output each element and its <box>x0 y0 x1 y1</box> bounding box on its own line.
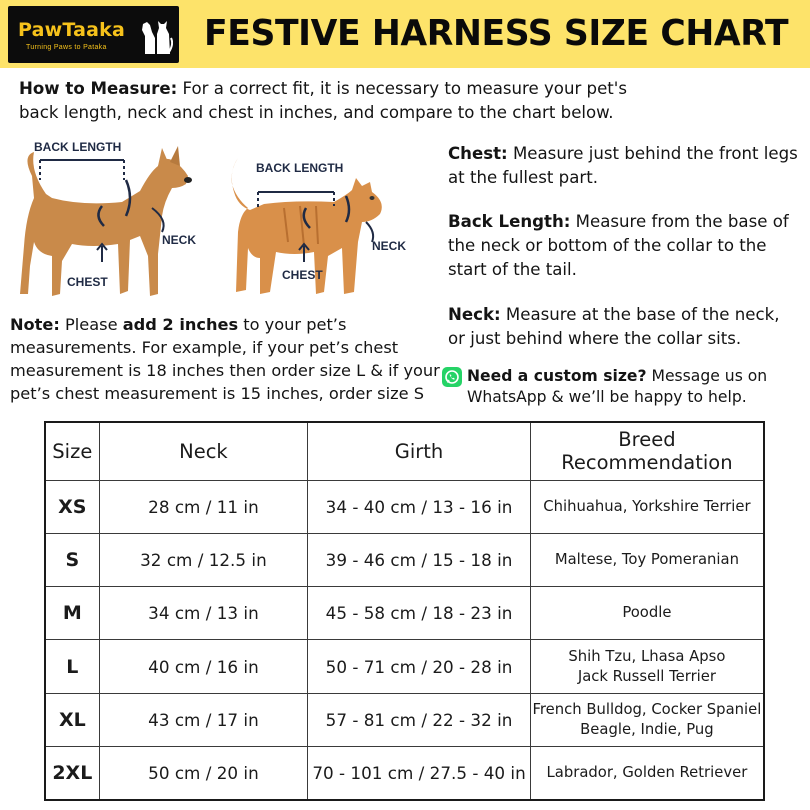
size-cell: M <box>45 587 99 640</box>
size-cell: L <box>45 640 99 693</box>
table-row <box>45 693 764 746</box>
chest-instruction-body: Measure just behind the front legs at the fullest part. <box>448 144 798 187</box>
note-emphasis: add 2 inches <box>122 315 239 334</box>
header-size: Size <box>45 422 99 480</box>
note-label: Note: <box>10 315 60 334</box>
neck-instruction <box>448 303 798 351</box>
neck-cell: 28 cm / 11 in <box>99 480 308 533</box>
size-cell: XL <box>45 693 99 746</box>
brand-tagline: Turning Paws to Pataka <box>26 44 107 51</box>
breed-cell <box>530 640 764 693</box>
breed-line1: Labrador, Golden Retriever <box>546 763 748 781</box>
table-row <box>45 533 764 586</box>
neck-instruction-label: Neck: <box>448 305 501 324</box>
chest-instruction-label: Chest: <box>448 144 508 163</box>
cat-chest-label: CHEST <box>282 268 323 282</box>
how-to-measure-label: How to Measure: <box>19 79 178 98</box>
neck-cell: 43 cm / 17 in <box>99 693 308 746</box>
custom-size-label: Need a custom size? <box>467 367 647 385</box>
girth-cell: 50 - 71 cm / 20 - 28 in <box>308 640 531 693</box>
girth-cell: 45 - 58 cm / 18 - 23 in <box>308 587 531 640</box>
girth-cell: 57 - 81 cm / 22 - 32 in <box>308 693 531 746</box>
header-neck: Neck <box>99 422 308 480</box>
how-to-measure-text <box>19 77 659 125</box>
how-to-measure-body: For a correct fit, it is necessary to measure your pet's back length, neck and chest in inches, and compare to the chart below. <box>19 79 628 122</box>
dog-measurement-diagram <box>12 136 217 306</box>
dog-neck-label: NECK <box>162 233 197 247</box>
breed-line2: Jack Russell Terrier <box>577 667 716 685</box>
neck-cell: 50 cm / 20 in <box>99 746 308 799</box>
header-breed <box>530 422 764 480</box>
neck-instruction-body: Measure at the base of the neck, or just behind where the collar sits. <box>448 305 780 348</box>
breed-cell <box>530 693 764 746</box>
back-length-instruction <box>448 210 798 282</box>
page-title: FESTIVE HARNESS SIZE CHART <box>204 13 789 54</box>
neck-cell: 32 cm / 12.5 in <box>99 533 308 586</box>
table-row <box>45 746 764 799</box>
breed-line1: Shih Tzu, Lhasa Apso <box>568 647 726 665</box>
cat-neck-label: NECK <box>372 239 407 253</box>
note-text-before: Please <box>59 315 123 334</box>
note-text-after: to your pet’s measurements. For example, if your pet’s chest measurement is 18 inches then order size L & if your pet’s chest measurement is 15 inches, order size S <box>10 315 440 403</box>
cat-back-length-label: BACK LENGTH <box>256 161 344 175</box>
size-cell: 2XL <box>45 746 99 799</box>
custom-size-text <box>467 366 797 408</box>
breed-line1: Poodle <box>622 604 672 622</box>
girth-cell: 39 - 46 cm / 15 - 18 in <box>308 533 531 586</box>
breed-cell <box>530 746 764 799</box>
breed-line1: French Bulldog, Cocker Spaniel <box>532 700 762 718</box>
table-header-row <box>45 422 764 480</box>
whatsapp-icon[interactable] <box>442 367 462 387</box>
cat-measurement-diagram <box>224 152 414 302</box>
breed-cell <box>530 480 764 533</box>
table-row <box>45 480 764 533</box>
dog-back-length-label: BACK LENGTH <box>34 140 122 154</box>
breed-line1: Maltese, Toy Pomeranian <box>554 550 739 568</box>
girth-cell: 70 - 101 cm / 27.5 - 40 in <box>308 746 531 799</box>
back-length-instruction-body: Measure from the base of the neck or bottom of the collar to the start of the tail. <box>448 212 789 279</box>
neck-cell: 34 cm / 13 in <box>99 587 308 640</box>
custom-size-body: Message us on WhatsApp & we’ll be happy to help. <box>467 367 768 406</box>
back-length-instruction-label: Back Length: <box>448 212 571 231</box>
neck-cell: 40 cm / 16 in <box>99 640 308 693</box>
breed-line1: Chihuahua, Yorkshire Terrier <box>543 497 751 515</box>
header-breed-line1: Breed <box>618 428 676 452</box>
girth-cell: 34 - 40 cm / 13 - 16 in <box>308 480 531 533</box>
table-row <box>45 640 764 693</box>
size-cell: S <box>45 533 99 586</box>
dog-cat-silhouette-icon <box>141 14 173 56</box>
dog-chest-label: CHEST <box>67 275 108 289</box>
brand-name: PawTaaka <box>18 19 125 41</box>
sizing-note <box>10 313 440 405</box>
header-breed-line2: Recommendation <box>561 451 733 475</box>
size-chart-table <box>44 421 765 801</box>
breed-cell <box>530 533 764 586</box>
chest-instruction <box>448 142 798 190</box>
table-row <box>45 587 764 640</box>
brand-logo <box>8 6 179 63</box>
breed-cell <box>530 587 764 640</box>
breed-line2: Beagle, Indie, Pug <box>580 720 714 738</box>
size-cell: XS <box>45 480 99 533</box>
header-girth: Girth <box>308 422 531 480</box>
